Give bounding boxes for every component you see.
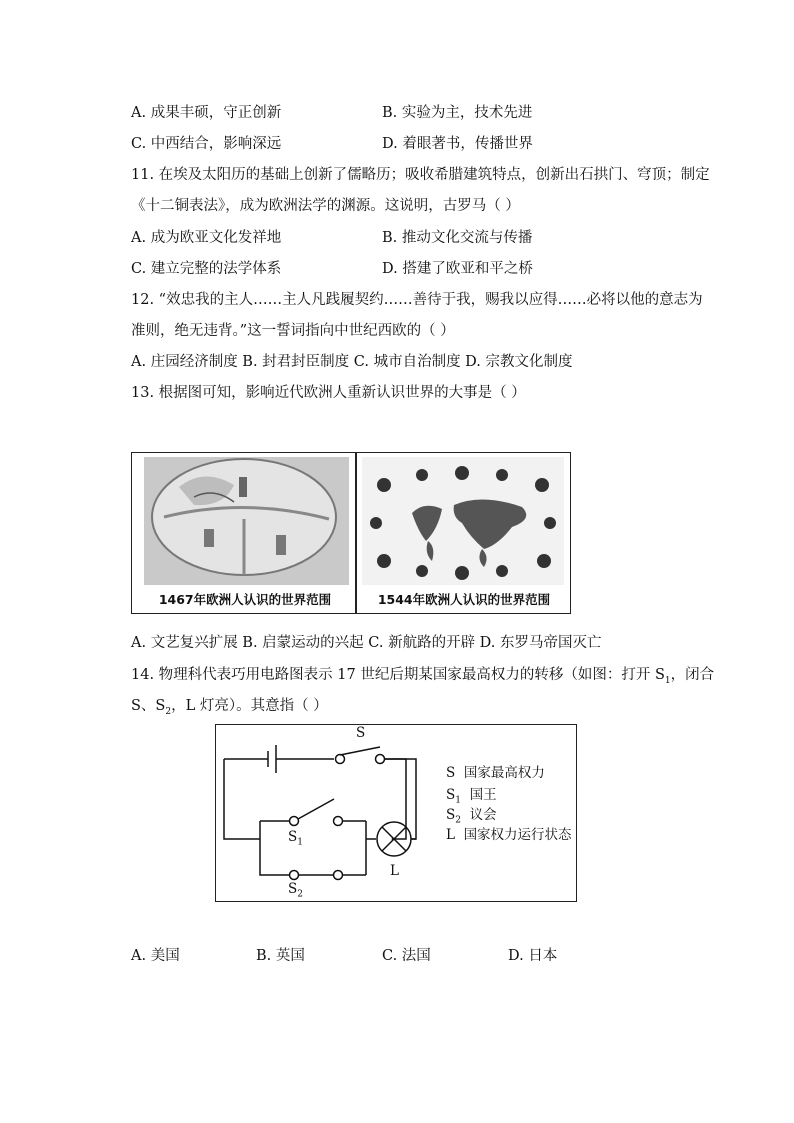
q11-stem-line2: 《十二铜表法》，成为欧洲法学的渊源。这说明，古罗马（ ）	[131, 198, 520, 214]
world-maps-figure	[131, 452, 571, 614]
lamp-l-label: L	[390, 863, 399, 879]
q11-option-d[interactable]: D. 搭建了欧亚和平之桥	[382, 261, 533, 277]
q13-stem: 13. 根据图可知，影响近代欧洲人重新认识世界的大事是（ ）	[131, 385, 526, 401]
q10-option-d[interactable]: D. 着眼著书，传播世界	[382, 136, 533, 152]
q14-option-b[interactable]: B. 英国	[256, 948, 305, 964]
switch-s2-label: $S_2$	[288, 881, 303, 900]
map-1544	[362, 457, 564, 585]
map-1544-caption: 1544年欧洲人认识的世界范围	[377, 592, 551, 607]
q14-stem-line2: S、$S_2$，L 灯亮）。其意指（ ）	[131, 698, 328, 717]
legend-s2: $S_2$ 议会	[446, 807, 497, 826]
legend-s: S 国家最高权力	[446, 765, 545, 781]
q14-option-a[interactable]: A. 美国	[131, 948, 180, 964]
q11-option-b[interactable]: B. 推动文化交流与传播	[382, 230, 533, 246]
q12-options[interactable]: A. 庄园经济制度 B. 封君封臣制度 C. 城市自治制度 D. 宗教文化制度	[131, 354, 573, 370]
map-1467	[144, 457, 349, 585]
q11-option-a[interactable]: A. 成为欧亚文化发祥地	[131, 230, 282, 246]
q13-options[interactable]: A. 文艺复兴扩展 B. 启蒙运动的兴起 C. 新航路的开辟 D. 东罗马帝国灭亡	[131, 635, 602, 651]
q10-option-c[interactable]: C. 中西结合，影响深远	[131, 136, 282, 152]
circuit-diagram	[215, 724, 577, 902]
q14-stem-line1: 14. 物理科代表巧用电路图表示 17 世纪后期某国家最高权力的转移（如图：打开 $S_1$，闭合	[131, 667, 715, 686]
q11-option-c[interactable]: C. 建立完整的法学体系	[131, 261, 282, 277]
switch-s1-label: $S_1$	[288, 829, 303, 848]
switch-s-label: S	[356, 725, 366, 741]
q12-stem-line1: 12. “效忠我的主人……主人凡践履契约……善待于我，赐我以应得……必将以他的意志为	[131, 292, 703, 308]
q10-option-b[interactable]: B. 实验为主，技术先进	[382, 105, 533, 121]
q14-option-d[interactable]: D. 日本	[508, 948, 558, 964]
legend-s1: $S_1$ 国王	[446, 787, 497, 806]
q11-stem-line1: 11. 在埃及太阳历的基础上创新了儒略历；吸收希腊建筑特点，创新出石拱门、穹顶；制定	[131, 167, 710, 183]
q10-option-a[interactable]: A. 成果丰硕，守正创新	[131, 105, 282, 121]
q14-option-c[interactable]: C. 法国	[382, 948, 431, 964]
q12-stem-line2: 准则，绝无违背。”这一誓词指向中世纪西欧的（ ）	[131, 323, 455, 339]
map-divider	[355, 453, 357, 613]
legend-l: L 国家权力运行状态	[446, 827, 572, 843]
map-1467-caption: 1467年欧洲人认识的世界范围	[158, 592, 332, 607]
